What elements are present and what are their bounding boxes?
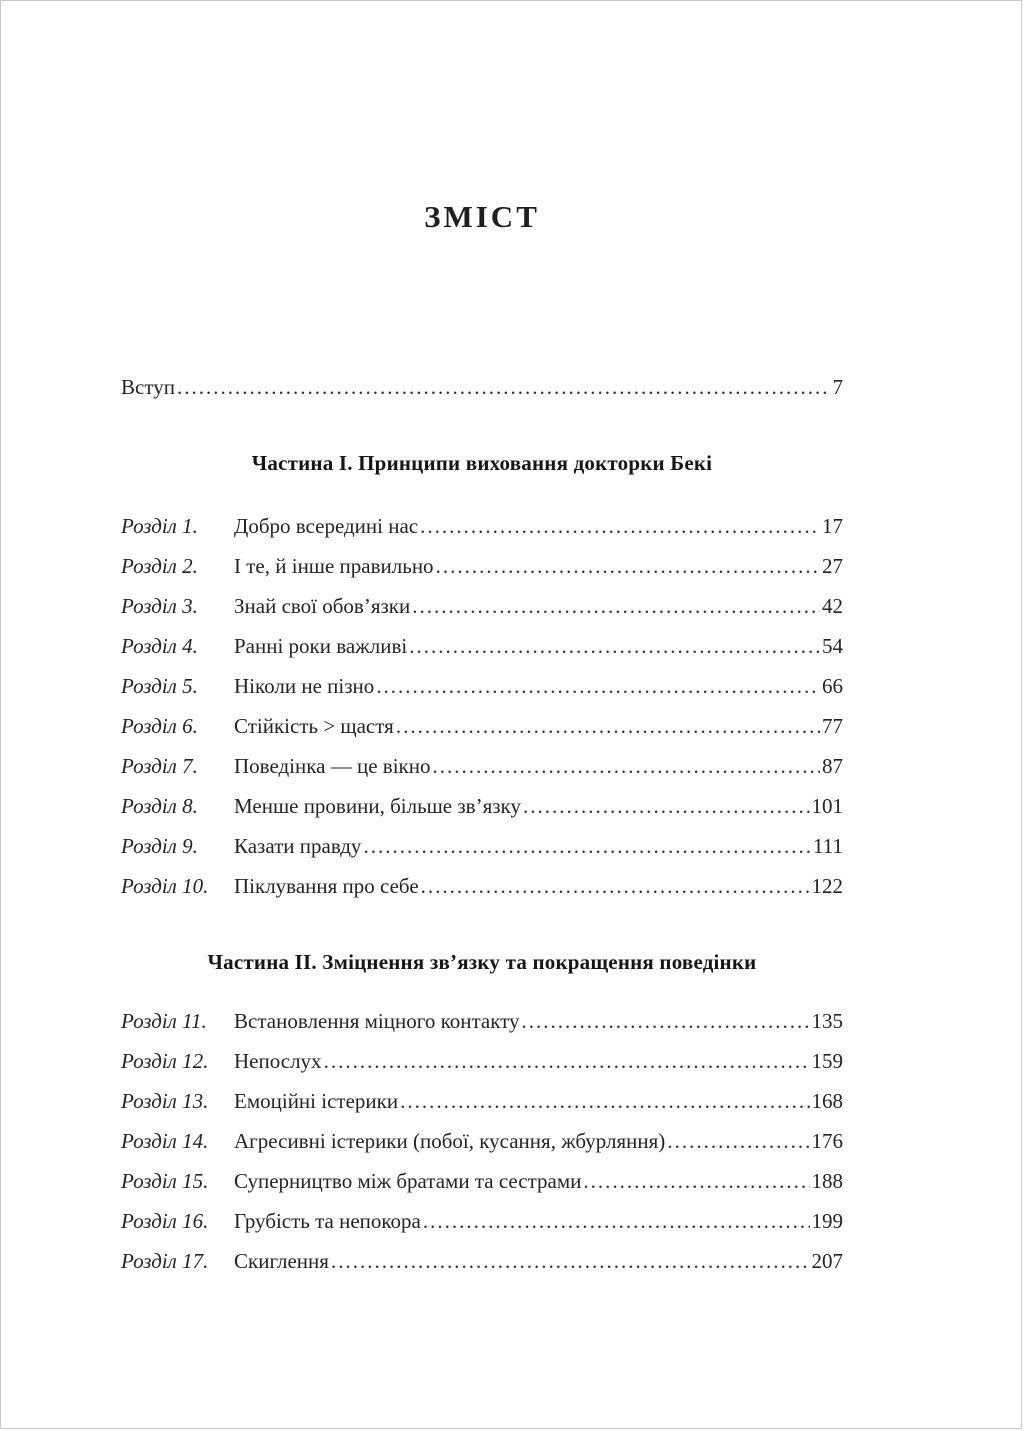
dotted-leader [522, 1007, 810, 1035]
chapter-row [121, 1167, 843, 1195]
chapter-page-number: 199 [811, 1209, 843, 1233]
chapter-label: Розділ 10. [121, 874, 209, 898]
chapter-title: Стійкість > щастя [234, 714, 394, 738]
chapter-row [121, 1007, 843, 1035]
dotted-leader [400, 1087, 809, 1115]
chapter-label: Розділ 1. [121, 514, 198, 538]
toc-parts [121, 451, 843, 1275]
chapter-label: Розділ 16. [121, 1209, 209, 1233]
chapter-page-number: 176 [811, 1129, 843, 1153]
dotted-leader [396, 712, 820, 740]
chapter-row [121, 1127, 843, 1155]
chapter-title: Емоційні істерики [234, 1089, 399, 1113]
chapter-label: Розділ 15. [121, 1169, 209, 1193]
chapter-page-number: 188 [811, 1169, 843, 1193]
chapter-row [121, 752, 843, 780]
dotted-leader [177, 373, 831, 401]
dotted-leader [423, 1207, 810, 1235]
chapter-label: Розділ 2. [121, 554, 198, 578]
part-section [121, 451, 843, 900]
chapter-title: Непослух [234, 1049, 322, 1073]
chapter-page-number: 159 [811, 1049, 843, 1073]
dotted-leader [667, 1127, 809, 1155]
chapter-label: Розділ 11. [121, 1009, 207, 1033]
chapter-row [121, 1047, 843, 1075]
chapter-title: Менше провини, більше зв’язку [234, 794, 521, 818]
chapter-page-number: 101 [811, 794, 843, 818]
chapter-row [121, 1247, 843, 1275]
chapter-page-number: 111 [813, 834, 843, 858]
intro-label: Вступ [121, 375, 175, 399]
chapter-row [121, 832, 843, 860]
chapter-page-number: 54 [822, 634, 843, 658]
chapter-title: І те, й інше правильно [234, 554, 434, 578]
chapter-label: Розділ 3. [121, 594, 198, 618]
chapter-page-number: 122 [811, 874, 843, 898]
chapter-title: Ніколи не пізно [234, 674, 375, 698]
dotted-leader [432, 752, 820, 780]
chapter-title: Знай свої обов’язки [234, 594, 411, 618]
chapter-row [121, 552, 843, 580]
chapter-row [121, 792, 843, 820]
chapter-label: Розділ 13. [121, 1089, 209, 1113]
chapter-row [121, 1207, 843, 1235]
chapter-page-number: 135 [811, 1009, 843, 1033]
part-heading: Частина ІІ. Зміцнення зв’язку та покращення поведінки [207, 950, 757, 974]
chapter-label: Розділ 6. [121, 714, 198, 738]
chapter-page-number: 87 [822, 754, 843, 778]
chapter-label: Розділ 12. [121, 1049, 209, 1073]
chapter-row [121, 672, 843, 700]
chapter-title: Встановлення міцного контакту [234, 1009, 520, 1033]
chapter-label: Розділ 4. [121, 634, 198, 658]
chapter-label: Розділ 9. [121, 834, 198, 858]
chapter-title: Скиглення [234, 1249, 329, 1273]
chapter-title: Казати правду [234, 834, 362, 858]
chapter-page-number: 42 [822, 594, 843, 618]
chapter-row [121, 1087, 843, 1115]
chapter-page-number: 17 [822, 514, 843, 538]
chapter-title: Агресивні істерики (побої, кусання, жбурляння) [234, 1129, 666, 1153]
chapter-page-number: 77 [822, 714, 843, 738]
chapter-row [121, 872, 843, 900]
dotted-leader [363, 832, 811, 860]
dotted-leader [376, 672, 820, 700]
chapter-title: Піклування про себе [234, 874, 419, 898]
chapter-label: Розділ 14. [121, 1129, 209, 1153]
chapter-title: Поведінка — це вікно [234, 754, 431, 778]
chapter-row [121, 512, 843, 540]
chapter-page-number: 27 [822, 554, 843, 578]
chapter-title: Суперництво між братами та сестрами [234, 1169, 582, 1193]
chapter-row [121, 592, 843, 620]
dotted-leader [583, 1167, 809, 1195]
dotted-leader [420, 512, 820, 540]
part-chapters [121, 1007, 843, 1275]
page-title: ЗМІСТ [424, 199, 540, 234]
dotted-leader [412, 592, 820, 620]
dotted-leader [421, 872, 810, 900]
intro-page-number: 7 [832, 375, 843, 399]
part-section [121, 950, 843, 1275]
chapter-label: Розділ 7. [121, 754, 198, 778]
chapter-row [121, 712, 843, 740]
chapter-label: Розділ 17. [121, 1249, 209, 1273]
part-heading: Частина І. Принципи виховання докторки Бекі [251, 451, 713, 475]
chapter-title: Ранні роки важливі [234, 634, 408, 658]
dotted-leader [331, 1247, 810, 1275]
chapter-page-number: 207 [811, 1249, 843, 1273]
chapter-row [121, 632, 843, 660]
chapter-title: Грубість та непокора [234, 1209, 421, 1233]
chapter-page-number: 66 [822, 674, 843, 698]
dotted-leader [523, 792, 810, 820]
chapter-label: Розділ 5. [121, 674, 198, 698]
intro-row [121, 373, 843, 401]
chapter-label: Розділ 8. [121, 794, 198, 818]
dotted-leader [324, 1047, 810, 1075]
dotted-leader [436, 552, 820, 580]
dotted-leader [409, 632, 820, 660]
part-chapters [121, 512, 843, 900]
chapter-page-number: 168 [811, 1089, 843, 1113]
chapter-title: Добро всередині нас [234, 514, 419, 538]
